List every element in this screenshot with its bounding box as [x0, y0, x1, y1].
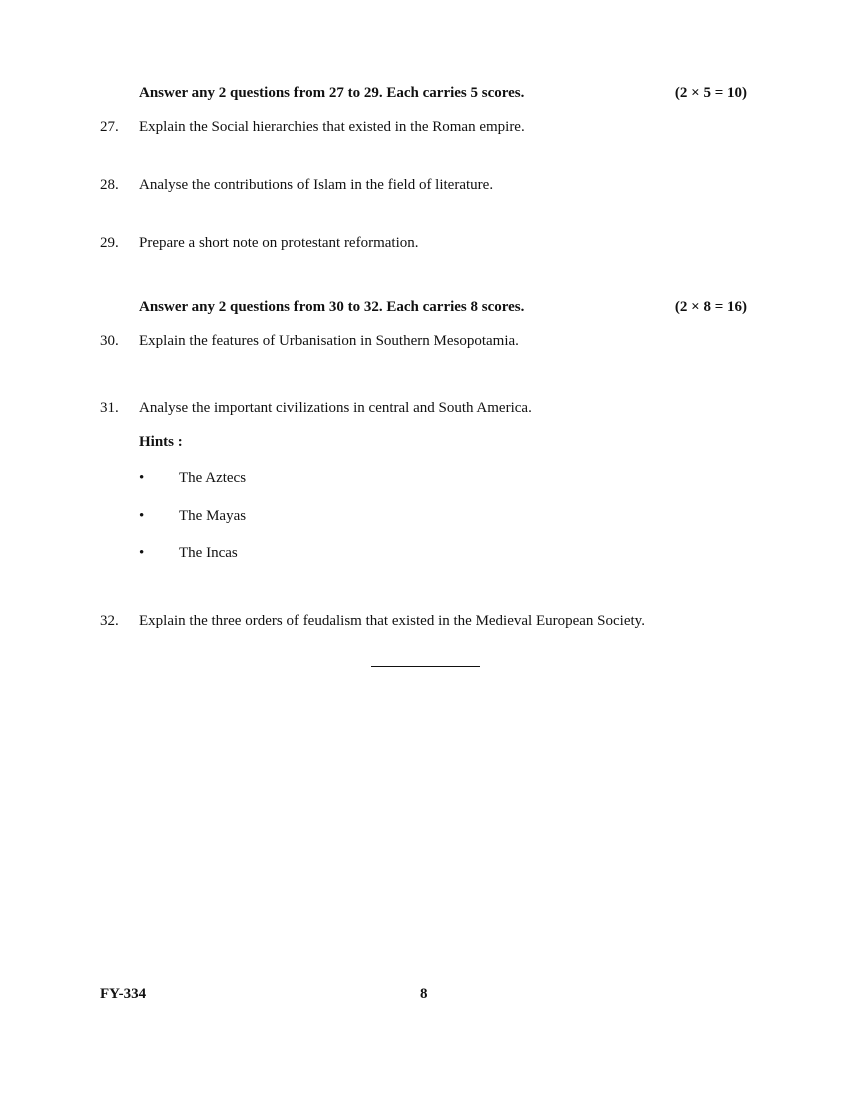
question-text-32: Explain the three orders of feudalism that existed in the Medieval European Society.: [139, 613, 645, 629]
question-number-30: 30.: [100, 333, 119, 349]
section-instruction-30-32: Answer any 2 questions from 30 to 32. Each carries 8 scores.: [139, 299, 525, 315]
question-number-28: 28.: [100, 177, 119, 193]
hint-item-incas: The Incas: [179, 545, 238, 561]
bullet-icon: •: [139, 545, 145, 561]
bullet-icon: •: [139, 470, 145, 486]
question-text-30: Explain the features of Urbanisation in Southern Mesopotamia.: [139, 333, 519, 349]
question-number-31: 31.: [100, 400, 119, 416]
paper-code: FY-334: [100, 986, 147, 1002]
question-text-31: Analyse the important civilizations in central and South America.: [139, 400, 532, 416]
question-number-32: 32.: [100, 613, 119, 629]
question-text-29: Prepare a short note on protestant reformation.: [139, 235, 419, 251]
bullet-icon: •: [139, 508, 145, 524]
page-number: 8: [420, 986, 428, 1002]
hint-item-mayas: The Mayas: [179, 508, 247, 524]
section-instruction-27-29: Answer any 2 questions from 27 to 29. Each carries 5 scores.: [139, 85, 525, 101]
hint-item-aztecs: The Aztecs: [179, 470, 247, 486]
hints-label: Hints :: [139, 434, 183, 450]
section-marks-27-29: (2 × 5 = 10): [674, 85, 747, 101]
question-number-29: 29.: [100, 235, 119, 251]
question-number-27: 27.: [100, 119, 119, 135]
section-marks-30-32: (2 × 8 = 16): [674, 299, 747, 315]
end-of-paper-rule: [371, 666, 480, 667]
question-text-27: Explain the Social hierarchies that existed in the Roman empire.: [139, 119, 525, 135]
question-text-28: Analyse the contributions of Islam in the field of literature.: [139, 177, 494, 193]
